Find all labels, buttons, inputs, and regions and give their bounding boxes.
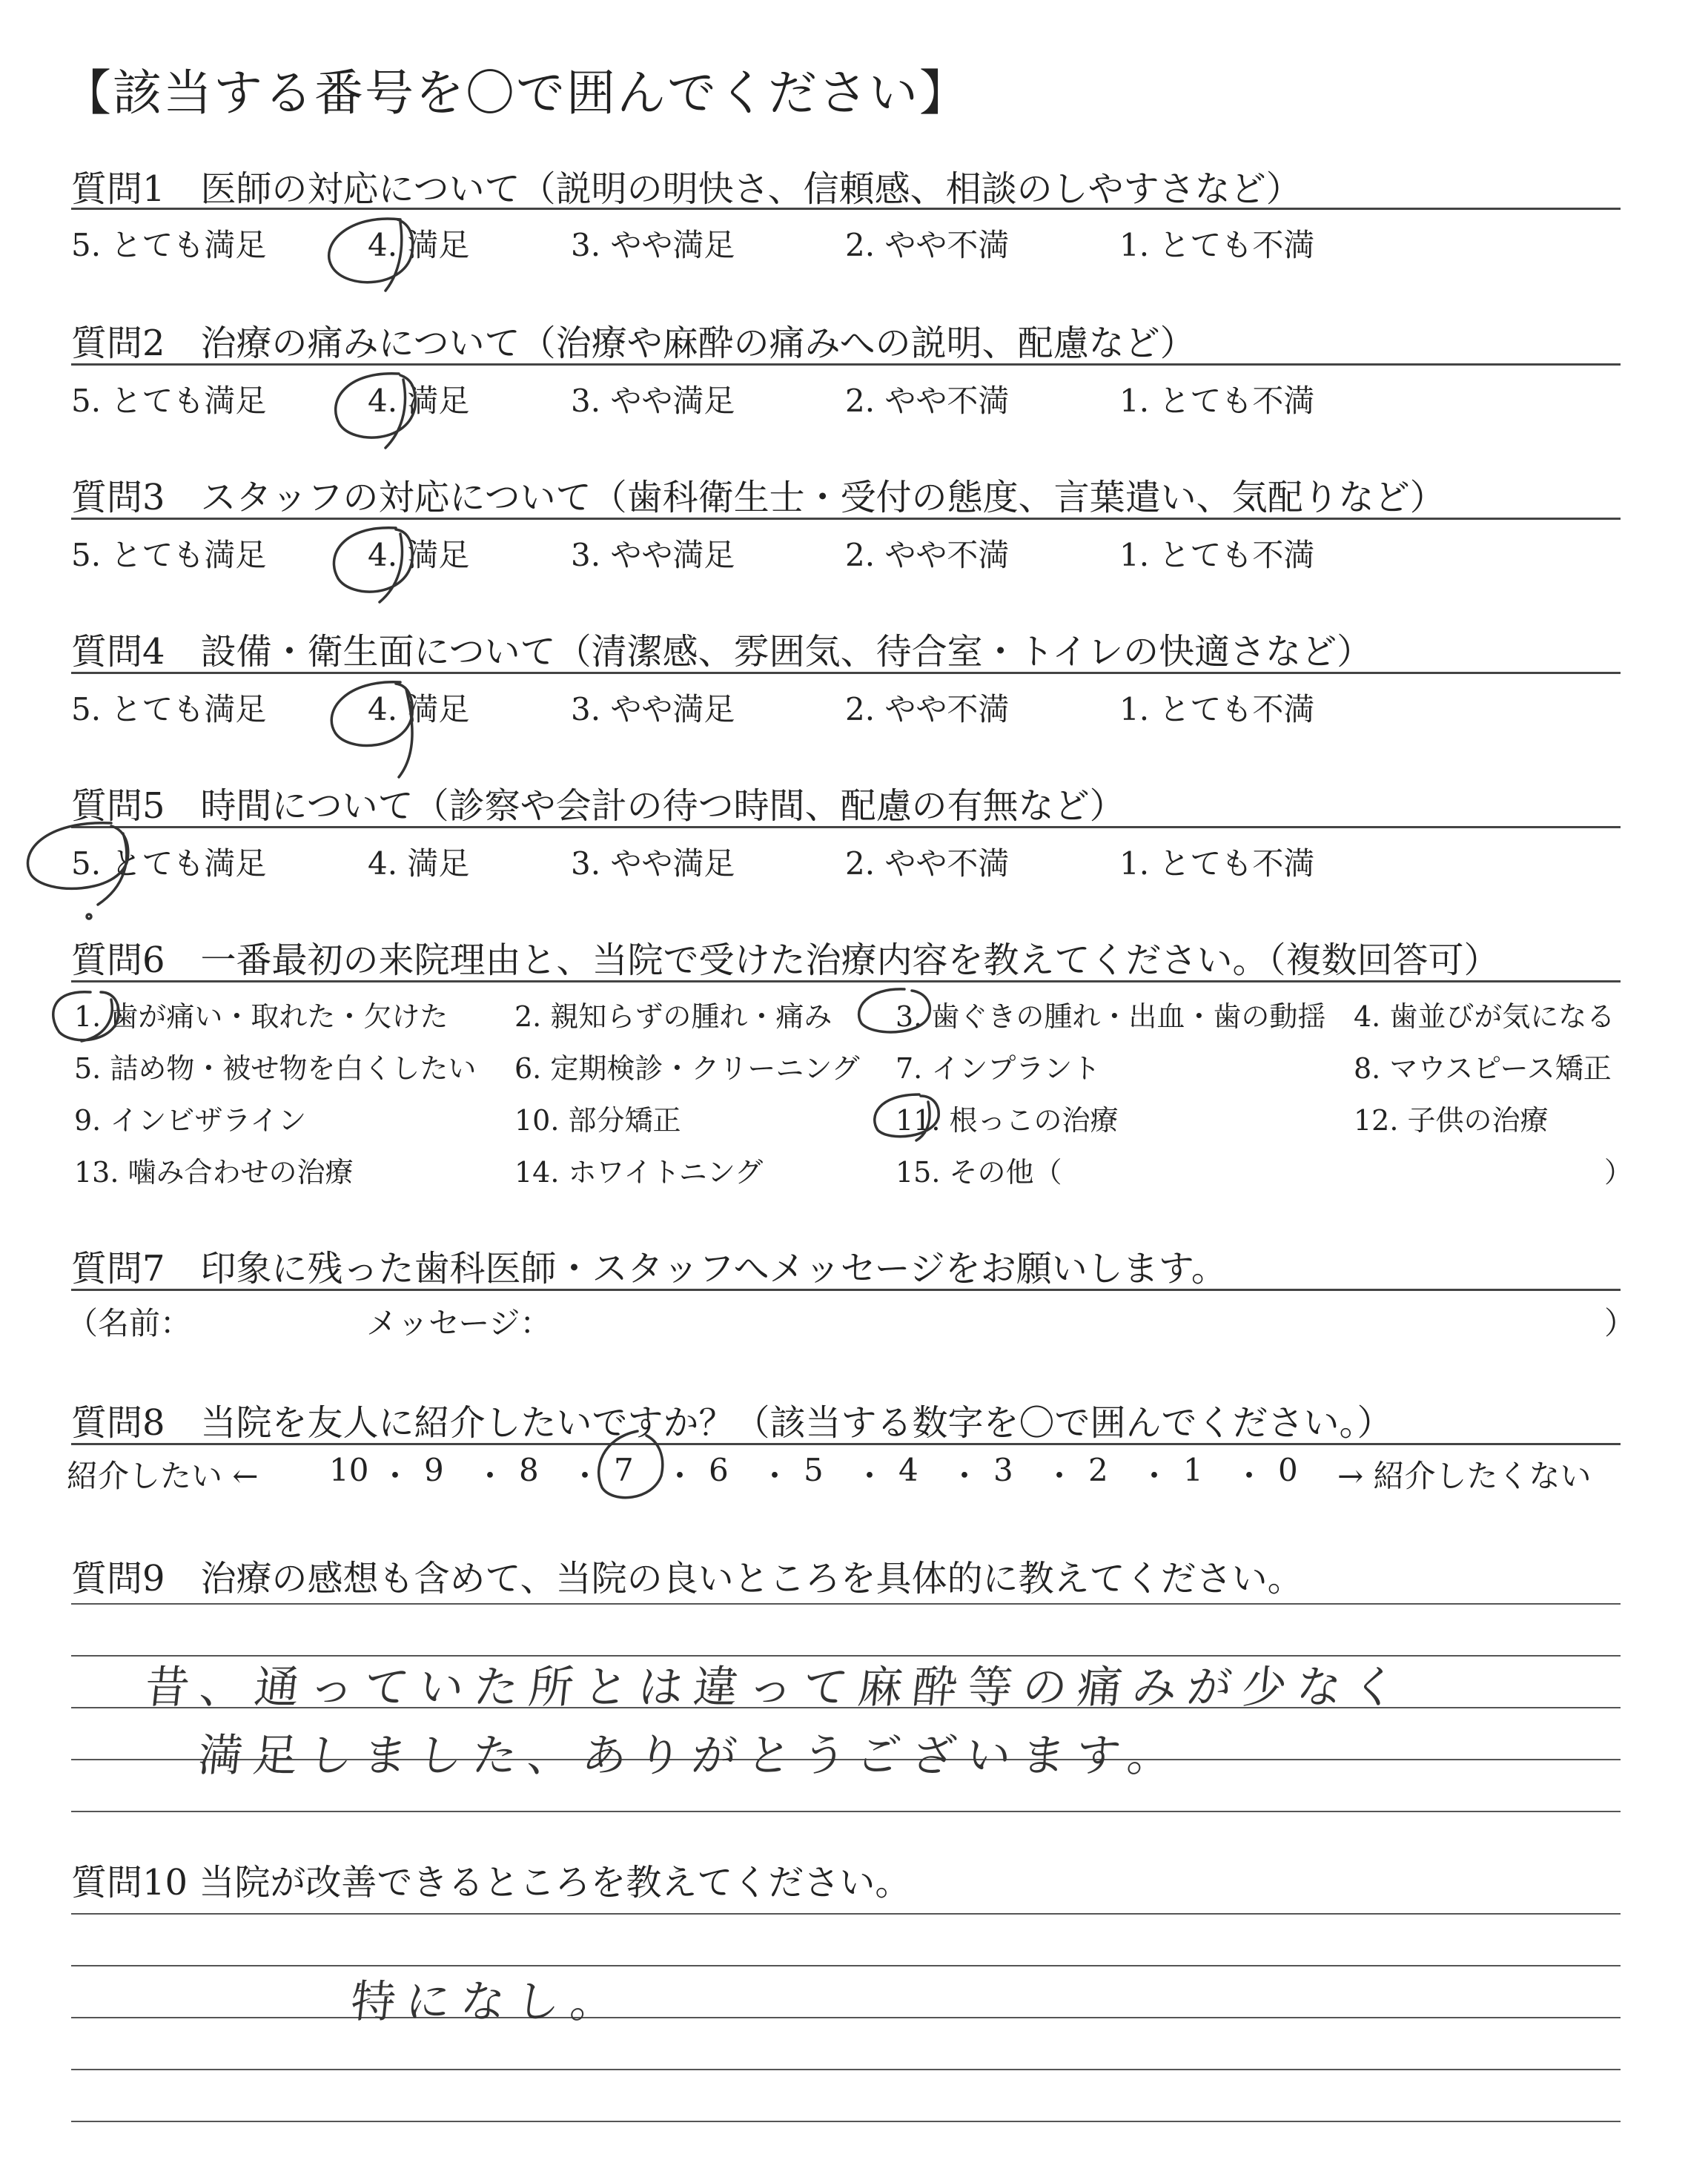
q9-answer-line-2[interactable]: 満足しました、ありがとうございます。	[195, 1730, 1185, 1782]
q8-scale-2[interactable]: 2	[1088, 1452, 1108, 1488]
q4-option-2[interactable]: 2. やや不満	[845, 691, 1010, 727]
q4-option-5[interactable]: 5. とても満足	[71, 691, 267, 727]
q6-option-14[interactable]: 14. ホワイトニング	[514, 1156, 764, 1189]
q1-rule	[71, 208, 1621, 210]
q8-scale-separator: ・	[949, 1458, 981, 1494]
q8-rule	[71, 1443, 1621, 1445]
q4-option-4[interactable]: 4. 満足	[368, 691, 470, 727]
q10-answer[interactable]: 特になし。	[348, 1976, 629, 2028]
q8-scale-separator: ・	[664, 1458, 696, 1494]
q7-close: ）	[1604, 1305, 1636, 1341]
q5-option-4[interactable]: 4. 満足	[368, 845, 470, 882]
q6-title: 質問6 一番最初の来院理由と、当院で受けた治療内容を教えてください。（複数回答可）	[71, 939, 1500, 981]
q8-right-label: → 紹介したくない	[1337, 1458, 1592, 1494]
q5-dot-mark	[87, 914, 91, 919]
q8-scale-separator: ・	[1044, 1458, 1076, 1494]
q6-option-9[interactable]: 9. インビザライン	[74, 1104, 307, 1137]
q8-scale-separator: ・	[1139, 1458, 1171, 1494]
q6-option-8[interactable]: 8. マウスピース矯正	[1354, 1052, 1612, 1085]
q8-scale-separator: ・	[380, 1458, 411, 1494]
q8-scale-7[interactable]: 7	[614, 1452, 634, 1488]
q4-title: 質問4 設備・衛生面について（清潔感、雰囲気、待合室・トイレの快適さなど）	[71, 631, 1373, 673]
q7-title: 質問7 印象に残った歯科医師・スタッフへメッセージをお願いします。	[71, 1248, 1227, 1289]
q3-option-3[interactable]: 3. やや満足	[571, 537, 735, 573]
q5-option-2[interactable]: 2. やや不満	[845, 845, 1010, 882]
q1-option-1[interactable]: 1. とても不満	[1119, 227, 1315, 263]
q6-other-close: ）	[1604, 1156, 1633, 1189]
q6-option-6[interactable]: 6. 定期検診・クリーニング	[514, 1052, 860, 1085]
q9-answer-line-1[interactable]: 昔、通っていた所とは違って麻酔等の痛みが少なく	[142, 1662, 1410, 1714]
q5-title: 質問5 時間について（診察や会計の待つ時間、配慮の有無など）	[71, 785, 1125, 827]
q8-scale-8[interactable]: 8	[519, 1452, 539, 1488]
q8-scale-1[interactable]: 1	[1183, 1452, 1203, 1488]
q6-rule	[71, 980, 1621, 982]
q2-option-3[interactable]: 3. やや満足	[571, 383, 735, 419]
q2-option-5[interactable]: 5. とても満足	[71, 383, 267, 419]
q1-option-5[interactable]: 5. とても満足	[71, 227, 267, 263]
q8-scale-6[interactable]: 6	[709, 1452, 729, 1488]
q1-title: 質問1 医師の対応について（説明の明快さ、信頼感、相談のしやすさなど）	[71, 168, 1302, 210]
q6-option-4[interactable]: 4. 歯並びが気になる	[1354, 1000, 1615, 1033]
q2-option-2[interactable]: 2. やや不満	[845, 383, 1010, 419]
q3-title: 質問3 スタッフの対応について（歯科衛生士・受付の態度、言葉遣い、気配りなど）	[71, 477, 1446, 518]
q9-line-1	[71, 1603, 1621, 1605]
q6-option-15[interactable]: 15. その他（	[896, 1156, 1062, 1189]
q7-name-label: （名前：	[67, 1305, 192, 1341]
q6-option-10[interactable]: 10. 部分矯正	[514, 1104, 681, 1137]
q10-line-1	[71, 1913, 1621, 1915]
q1-option-3[interactable]: 3. やや満足	[571, 227, 735, 263]
q3-option-5[interactable]: 5. とても満足	[71, 537, 267, 573]
q5-option-1[interactable]: 1. とても不満	[1119, 845, 1315, 882]
q8-scale-separator: ・	[759, 1458, 791, 1494]
q8-left-label: 紹介したい ←	[67, 1458, 259, 1494]
q5-option-3[interactable]: 3. やや満足	[571, 845, 735, 882]
q3-rule	[71, 518, 1621, 520]
q6-option-3[interactable]: 3. 歯ぐきの腫れ・出血・歯の動揺	[896, 1000, 1326, 1033]
q10-line-3	[71, 2017, 1621, 2018]
q5-option-5[interactable]: 5. とても満足	[71, 845, 267, 882]
q2-option-4[interactable]: 4. 満足	[368, 383, 470, 419]
q6-option-13[interactable]: 13. 噛み合わせの治療	[74, 1156, 354, 1189]
q3-option-2[interactable]: 2. やや不満	[845, 537, 1010, 573]
q5-rule	[71, 826, 1621, 828]
q3-option-4[interactable]: 4. 満足	[368, 537, 470, 573]
q2-title: 質問2 治療の痛みについて（治療や麻酔の痛みへの説明、配慮など）	[71, 323, 1196, 364]
q6-option-11[interactable]: 11. 根っこの治療	[896, 1104, 1119, 1137]
q6-option-1[interactable]: 1. 歯が痛い・取れた・欠けた	[74, 1000, 448, 1033]
q2-option-1[interactable]: 1. とても不満	[1119, 383, 1315, 419]
q8-scale-10[interactable]: 10	[329, 1452, 369, 1488]
q2-rule	[71, 363, 1621, 366]
q8-scale-separator: ・	[854, 1458, 886, 1494]
q4-option-1[interactable]: 1. とても不満	[1119, 691, 1315, 727]
q8-scale-separator: ・	[474, 1458, 506, 1494]
q10-line-5	[71, 2121, 1621, 2122]
q7-rule	[71, 1289, 1621, 1291]
q1-option-2[interactable]: 2. やや不満	[845, 227, 1010, 263]
q8-scale-9[interactable]: 9	[424, 1452, 444, 1488]
q9-line-5	[71, 1811, 1621, 1812]
page-header: 【該当する番号を〇で囲んでください】	[62, 65, 970, 122]
q1-option-4[interactable]: 4. 満足	[368, 227, 470, 263]
q10-title: 質問10 当院が改善できるところを教えてください。	[71, 1862, 911, 1903]
q8-scale-3[interactable]: 3	[993, 1452, 1013, 1488]
q3-option-1[interactable]: 1. とても不満	[1119, 537, 1315, 573]
q6-option-5[interactable]: 5. 詰め物・被せ物を白くしたい	[74, 1052, 477, 1085]
q7-message-label: メッセージ：	[366, 1305, 552, 1341]
q6-option-12[interactable]: 12. 子供の治療	[1354, 1104, 1549, 1137]
q6-option-7[interactable]: 7. インプラント	[896, 1052, 1101, 1085]
q8-scale-5[interactable]: 5	[804, 1452, 824, 1488]
q10-line-4	[71, 2069, 1621, 2070]
q4-option-3[interactable]: 3. やや満足	[571, 691, 735, 727]
q6-option-2[interactable]: 2. 親知らずの腫れ・痛み	[514, 1000, 833, 1033]
q4-rule	[71, 672, 1621, 674]
q8-scale-separator: ・	[1234, 1458, 1265, 1494]
q8-title: 質問8 当院を友人に紹介したいですか？（該当する数字を〇で囲んでください。）	[71, 1402, 1393, 1444]
q8-scale-separator: ・	[569, 1458, 601, 1494]
q10-line-2	[71, 1965, 1621, 1966]
q9-title: 質問9 治療の感想も含めて、当院の良いところを具体的に教えてください。	[71, 1558, 1303, 1599]
q8-scale-0[interactable]: 0	[1278, 1452, 1298, 1488]
q8-scale-4[interactable]: 4	[898, 1452, 918, 1488]
